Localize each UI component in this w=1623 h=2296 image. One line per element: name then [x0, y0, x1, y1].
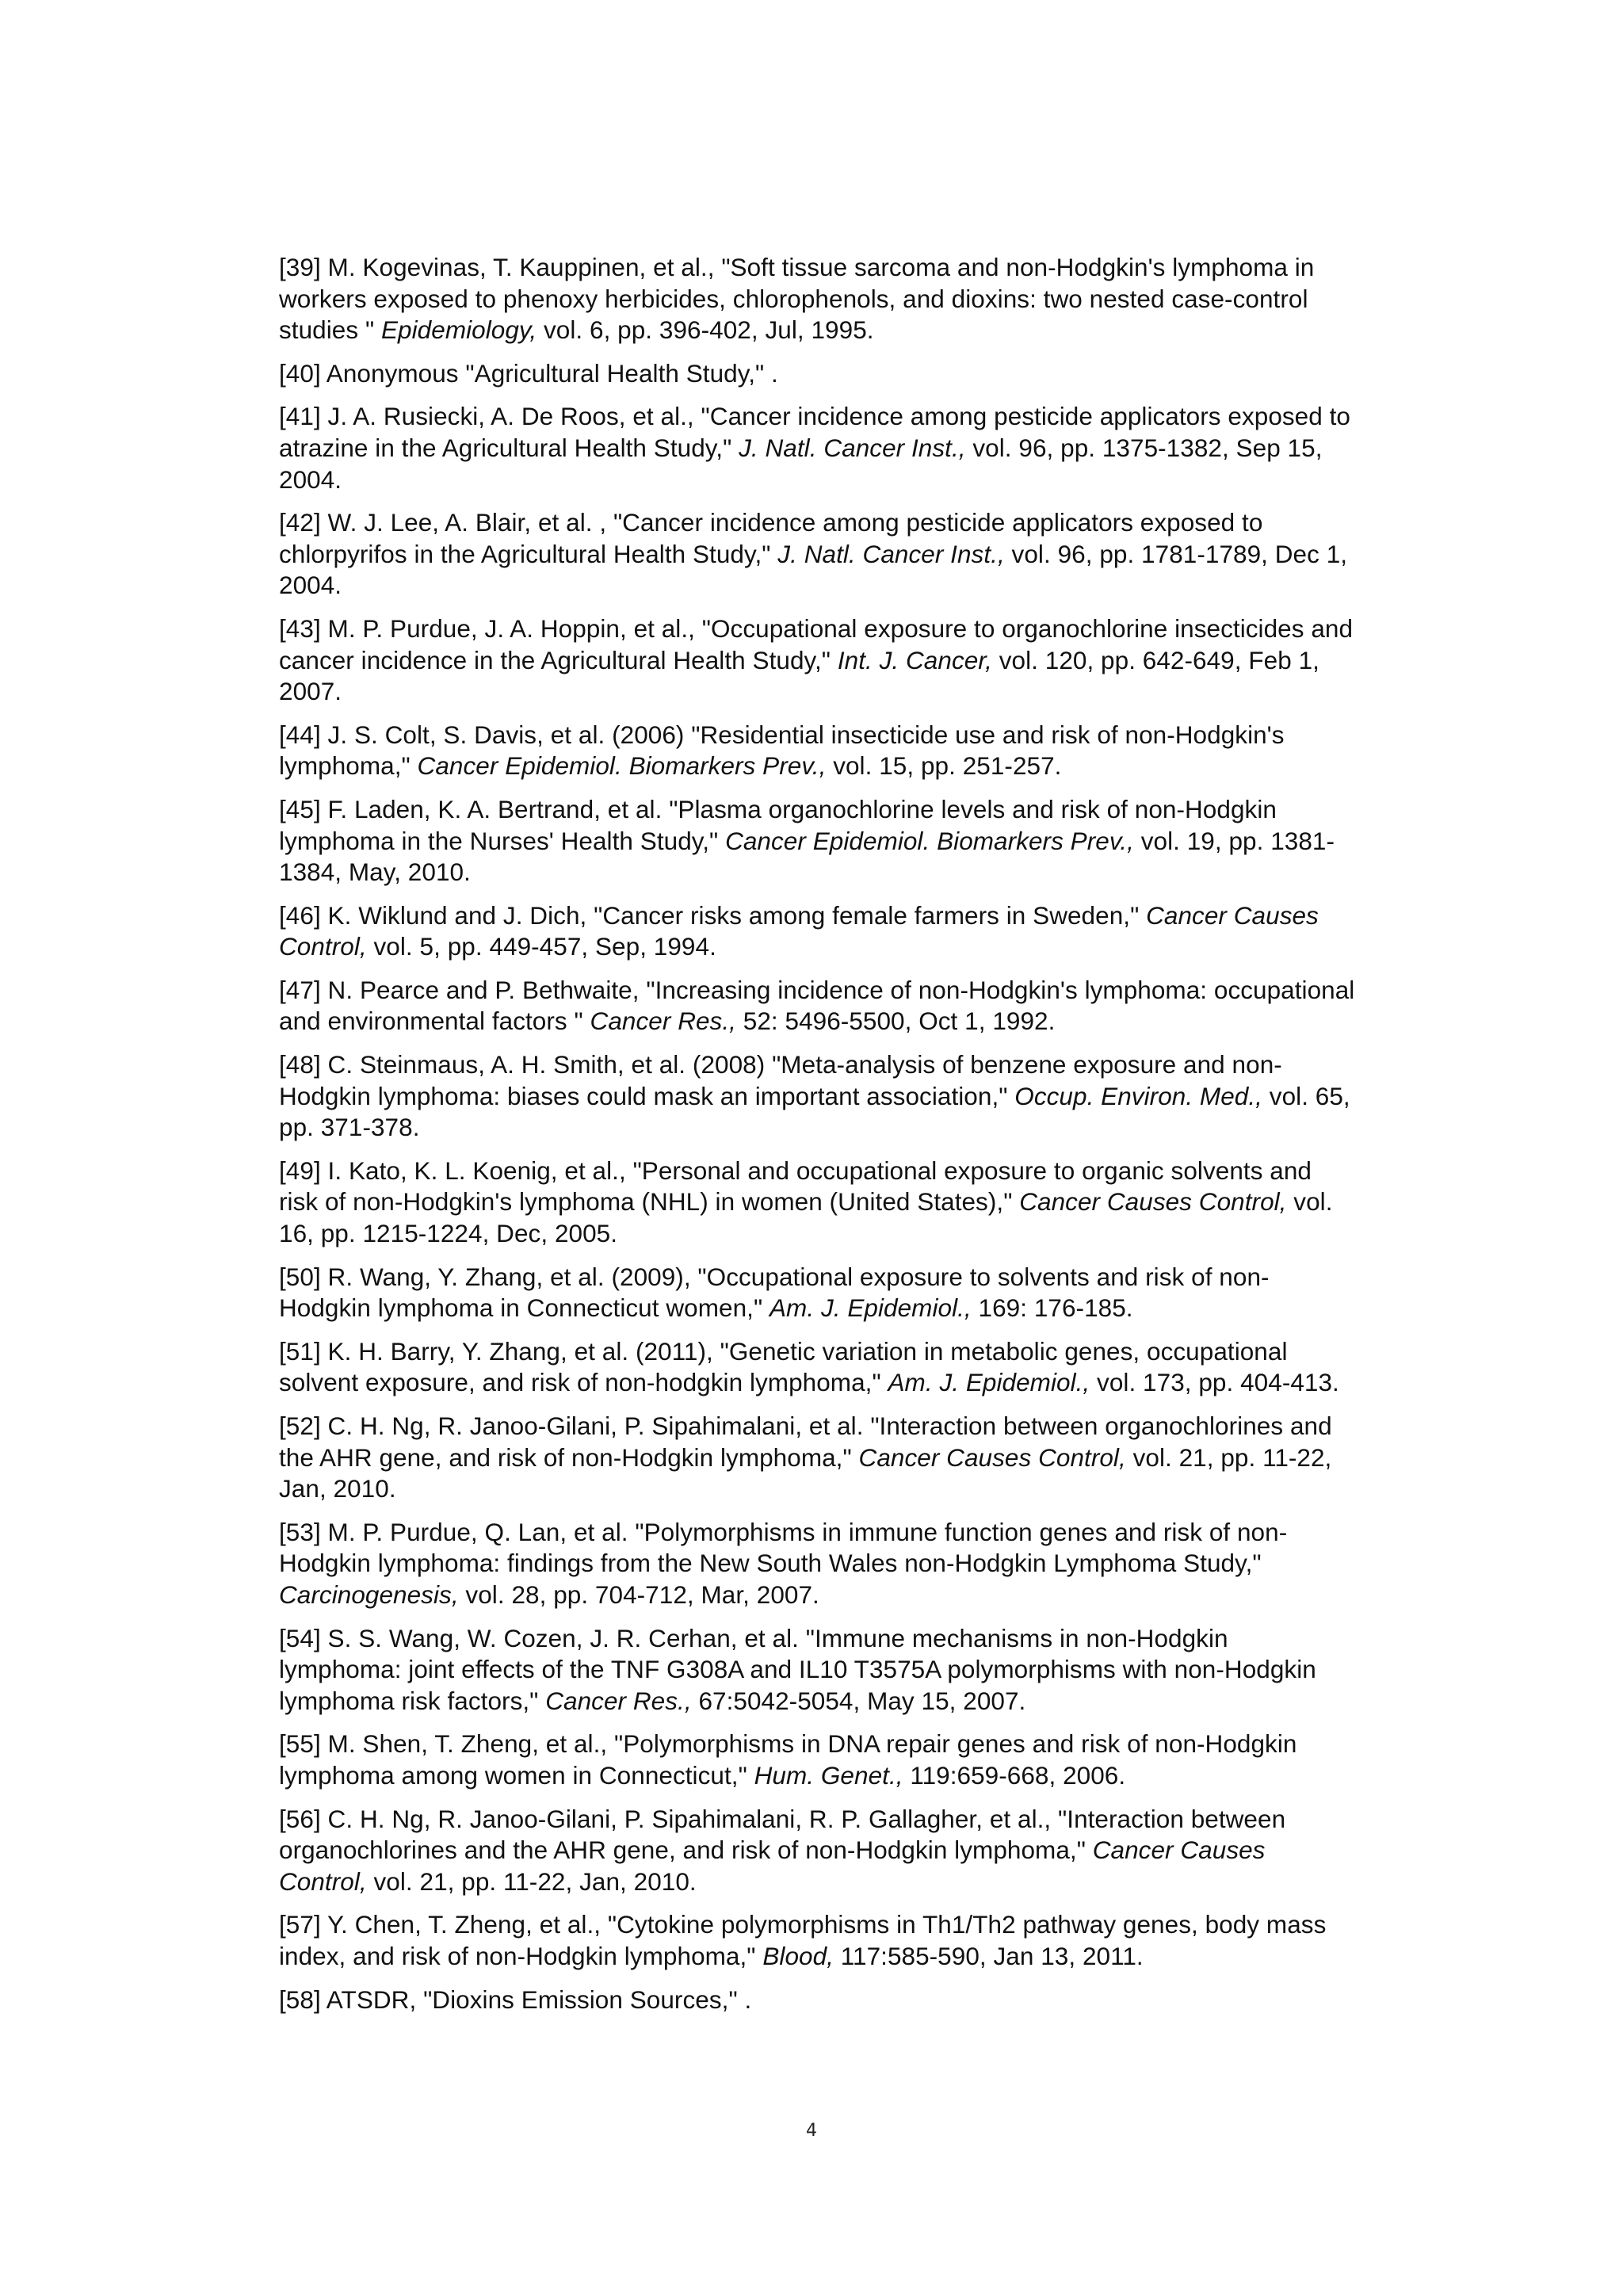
reference-50: [50] R. Wang, Y. Zhang, et al. (2009), "Occupational exposure to solvents and risk of non-Hodgkin lymphoma in Connecticut women," Am. J. Epidemiol., 169: 176-185. — [279, 1262, 1270, 1323]
reference-57: [57] Y. Chen, T. Zheng, et al., "Cytokine polymorphisms in Th1/Th2 pathway genes, body mass index, and risk of non-Hodgkin lymphoma," Blood, 117:585-590, Jan 13, 2011. — [279, 1910, 1327, 1970]
reference-41: [41] J. A. Rusiecki, A. De Roos, et al., "Cancer incidence among pesticide applicators exposed to atrazine in the Agricultural Health Study," J. Natl. Cancer Inst., vol. 96, pp. 1375-1382, Sep 15, 2004. — [279, 402, 1350, 494]
reference-42: [42] W. J. Lee, A. Blair, et al. , "Cancer incidence among pesticide applicators exposed to chlorpyrifos in the Agricultural Health Study," J. Natl. Cancer Inst., vol. 96, pp. 1781-1789, Dec 1, 2004. — [279, 508, 1348, 600]
reference-46: [46] K. Wiklund and J. Dich, "Cancer risks among female farmers in Sweden," Cancer Causes Control, vol. 5, pp. 449-457, Sep, 1994. — [279, 900, 1319, 961]
reference-47: [47] N. Pearce and P. Bethwaite, "Increasing incidence of non-Hodgkin's lymphoma: occupational and environmental factors " Cancer Res., 52: 5496-5500, Oct 1, 1992. — [279, 975, 1355, 1036]
reference-52: [52] C. H. Ng, R. Janoo-Gilani, P. Sipahimalani, et al. "Interaction between organochlorines and the AHR gene, and risk of non-Hodgkin lymphoma," Cancer Causes Control, vol. 21, pp. 11-22, Jan, 2010. — [279, 1412, 1332, 1503]
reference-53: [53] M. P. Purdue, Q. Lan, et al. "Polymorphisms in immune function genes and risk of non-Hodgkin lymphoma: findings from the New South Wales non-Hodgkin Lymphoma Study," Carcinogenesis, vol. 28, pp. 704-712, Mar, 2007. — [279, 1517, 1288, 1609]
reference-40: [40] Anonymous "Agricultural Health Study," . — [279, 358, 778, 388]
reference-39: [39] M. Kogevinas, T. Kauppinen, et al., "Soft tissue sarcoma and non-Hodgkin's lymphoma in workers exposed to phenoxy herbicides, chlorophenols, and dioxins: two nested case-control studies " Epidemiology, vol. 6, pp. 396-402, Jul, 1995. — [279, 253, 1315, 345]
reference-49: [49] I. Kato, K. L. Koenig, et al., "Personal and occupational exposure to organic solvents and risk of non-Hodgkin's lymphoma (NHL) in women (United States)," Cancer Causes Control, vol. 16, pp. 1215-1224, Dec, 2005. — [279, 1156, 1333, 1248]
reference-43: [43] M. P. Purdue, J. A. Hoppin, et al., "Occupational exposure to organochlorine insecticides and cancer incidence in the Agricultural Health Study," Int. J. Cancer, vol. 120, pp. 642-649, Feb 1, 2007. — [279, 613, 1354, 706]
reference-58: [58] ATSDR, "Dioxins Emission Sources," . — [279, 1985, 752, 2014]
reference-45: [45] F. Laden, K. A. Bertrand, et al. "Plasma organochlorine levels and risk of non-Hodgkin lymphoma in the Nurses' Health Study," Cancer Epidemiol. Biomarkers Prev., vol. 19, pp. 1381-1384, May, 2010. — [279, 794, 1335, 887]
reference-list — [279, 252, 1357, 2027]
reference-48: [48] C. Steinmaus, A. H. Smith, et al. (2008) "Meta-analysis of benzene exposure and non-Hodgkin lymphoma: biases could mask an important association," Occup. Environ. Med., vol. 65, pp. 371-378. — [279, 1050, 1350, 1142]
reference-54: [54] S. S. Wang, W. Cozen, J. R. Cerhan, et al. "Immune mechanisms in non-Hodgkin lymphoma: joint effects of the TNF G308A and IL10 T3575A polymorphisms with non-Hodgkin lymphoma risk factors," Cancer Res., 67:5042-5054, May 15, 2007. — [279, 1623, 1316, 1715]
page-number: 4 — [806, 2121, 817, 2141]
reference-44: [44] J. S. Colt, S. Davis, et al. (2006) "Residential insecticide use and risk of non-Hodgkin's lymphoma," Cancer Epidemiol. Biomarkers Prev., vol. 15, pp. 251-257. — [279, 720, 1285, 781]
reference-51: [51] K. H. Barry, Y. Zhang, et al. (2011), "Genetic variation in metabolic genes, occupational solvent exposure, and risk of non-hodgkin lymphoma," Am. J. Epidemiol., vol. 173, pp. 404-413. — [279, 1336, 1339, 1397]
reference-56: [56] C. H. Ng, R. Janoo-Gilani, P. Sipahimalani, R. P. Gallagher, et al., "Interaction between organochlorines and the AHR gene, and risk of non-Hodgkin lymphoma," Cancer Causes Control, vol. 21, pp. 11-22, Jan, 2010. — [279, 1804, 1286, 1896]
reference-55: [55] M. Shen, T. Zheng, et al., "Polymorphisms in DNA repair genes and risk of non-Hodgkin lymphoma among women in Connecticut," Hum. Genet., 119:659-668, 2006. — [279, 1729, 1297, 1790]
